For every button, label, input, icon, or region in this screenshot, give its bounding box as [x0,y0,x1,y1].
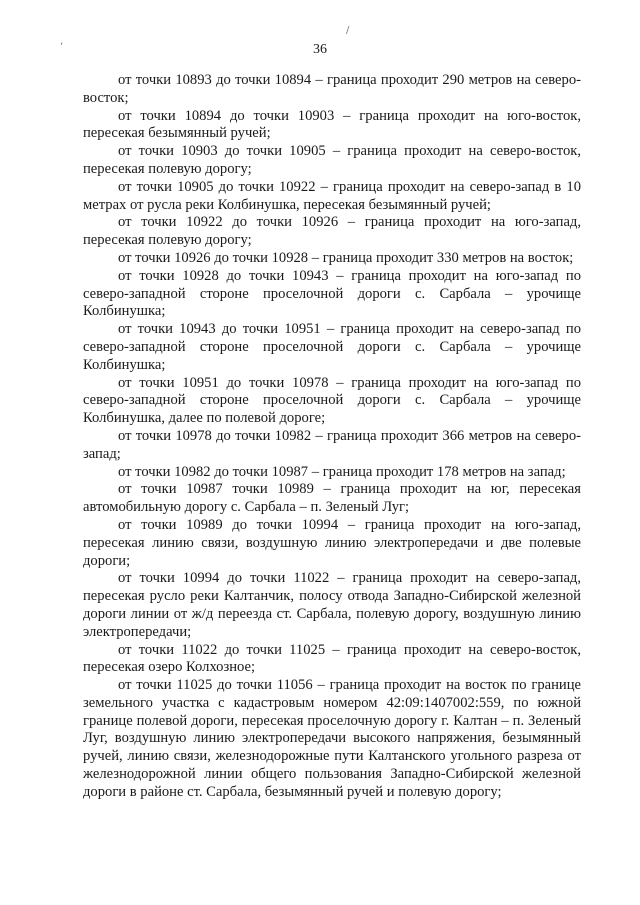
boundary-paragraph: от точки 10978 до точки 10982 – граница проходит 366 метров на северо-запад; [83,427,581,462]
boundary-paragraph: от точки 10987 точки 10989 – граница проходит на юг, пересекая автомобильную дорогу с. Сарбала – п. Зеленый Луг; [83,481,581,516]
document-body [83,72,581,802]
boundary-paragraph: от точки 10989 до точки 10994 – граница проходит на юго-запад, пересекая линию связи, воздушную линию электропередачи и две полевые дороги; [83,516,581,569]
boundary-paragraph: от точки 11025 до точки 11056 – граница проходит на восток по границе земельного участка с кадастровым номером 42:09:1407002:559, по южной границе полевой дороги, пересекая проселочную дорогу г. Калтан – п. Зеленый Луг, воздушную линию электропередачи высокого напряжения, безымянный ручей, линию связи, железнодорожные пути Калтанского угольного разреза от железнодорожной линии общего пользования Западно-Сибирской железной дороги в районе ст. Сарбала, безымянный ручей и полевую дорогу; [83,677,581,800]
boundary-paragraph: от точки 10994 до точки 11022 – граница проходит на северо-запад, пересекая русло реки Калтанчик, полосу отвода Западно-Сибирской железной дороги линии от ж/д переезда ст. Сарбала, полевую дорогу, воздушную линию электропередачи; [83,570,581,640]
boundary-paragraph: от точки 10982 до точки 10987 – граница проходит 178 метров на запад; [118,463,566,480]
boundary-paragraph: от точки 10905 до точки 10922 – граница проходит на северо-запад в 10 метрах от русла реки Колбинушка, пересекая безымянный ручей; [83,178,581,213]
boundary-paragraph: от точки 11022 до точки 11025 – граница проходит на северо-восток, пересекая озеро Колхозное; [83,641,581,676]
scan-speck: , [60,36,64,47]
boundary-paragraph: от точки 10951 до точки 10978 – граница проходит на юго-запад по северо-западной стороне проселочной дороги с. Сарбала – урочище Колбинушка, далее по полевой дороге; [83,374,581,427]
boundary-paragraph: от точки 10922 до точки 10926 – граница проходит на юго-запад, пересекая полевую дорогу; [83,214,581,249]
boundary-paragraph: от точки 10893 до точки 10894 – граница проходит 290 метров на северо-восток; [83,72,581,106]
boundary-paragraph: от точки 10928 до точки 10943 – граница проходит на юго-запад по северо-западной стороне проселочной дороги с. Сарбала – урочище Колбинушка; [83,267,581,320]
boundary-paragraph: от точки 10894 до точки 10903 – граница проходит на юго-восток, пересекая безымянный ручей; [83,107,581,142]
scan-speck: / [346,25,350,36]
boundary-paragraph: от точки 10943 до точки 10951 – граница проходит на северо-запад по северо-западной стороне проселочной дороги с. Сарбала – урочище Колбинушка; [83,321,581,373]
boundary-paragraph: от точки 10926 до точки 10928 – граница проходит 330 метров на восток; [118,249,574,266]
page-number: 36 [313,42,327,57]
boundary-paragraph: от точки 10903 до точки 10905 – граница проходит на северо-восток, пересекая полевую дорогу; [83,143,581,177]
